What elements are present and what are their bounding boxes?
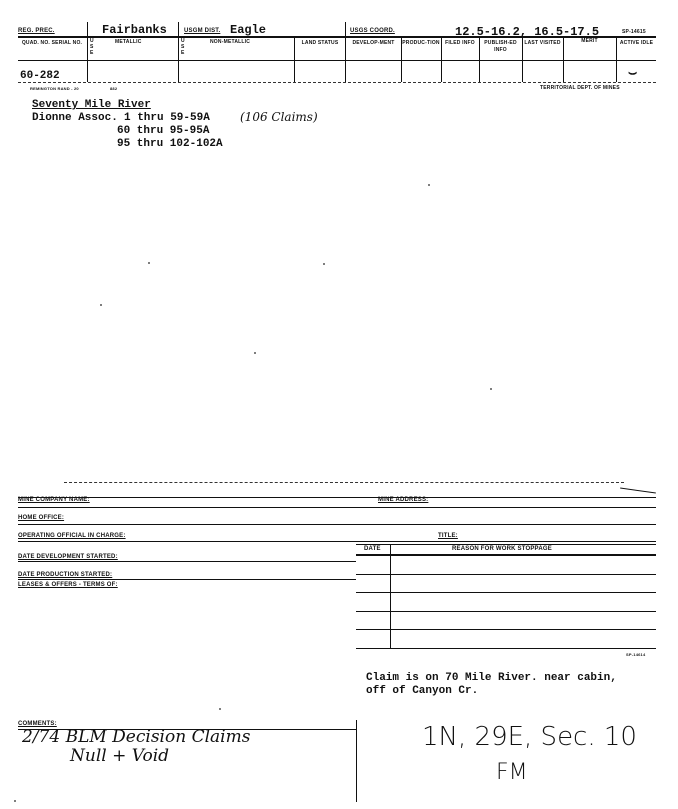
leases-offers-label: LEASES & OFFERS - TERMS OF: [18, 582, 118, 588]
col-development: DEVELOP-MENT [352, 40, 395, 46]
comments-handwritten-line-1: 2/74 BLM Decision Claims [22, 727, 251, 747]
form-number-top: SP-14615 [622, 29, 646, 35]
col-production: PRODUC-TION [402, 40, 440, 46]
claims-prefix: Dionne Assoc. [32, 112, 118, 124]
scan-speck [254, 352, 256, 354]
scan-speck [14, 800, 16, 802]
operating-official-label: OPERATING OFFICIAL IN CHARGE: [18, 533, 126, 539]
mine-company-name-label: MINE COMPANY NAME: [18, 497, 90, 503]
col-serial-no: SERIAL NO. [51, 40, 83, 46]
scan-speck [148, 262, 150, 264]
claim-line-1: 1 thru 59-59A [124, 112, 210, 124]
printer-code: 882 [110, 86, 118, 91]
usgm-dist-value: Eagle [230, 23, 267, 37]
col-active-idle: ACTIVE IDLE [619, 40, 654, 46]
property-name: Seventy Mile River [32, 99, 151, 111]
form-number-bottom: SP-14614 [626, 652, 646, 657]
col-land-status: LAND STATUS [301, 40, 339, 46]
col-use-prefix-nonmetallic: U S E [181, 38, 185, 56]
scan-speck [100, 304, 102, 306]
col-published-info: PUBLISH-ED INFO [484, 40, 517, 53]
quad-serial-value: 60-282 [20, 70, 60, 82]
location-handwritten-line-1: 1N, 29E, Sec. 10 [422, 722, 637, 752]
claim-note-line-2: off of Canyon Cr. [366, 685, 479, 697]
col-quad-no: QUAD. NO. [21, 40, 51, 46]
scan-speck [219, 708, 221, 710]
scan-speck [428, 184, 430, 186]
reg-prec-label: REG. PREC. [18, 28, 55, 34]
claim-line-3: 95 thru 102-102A [117, 138, 223, 150]
date-production-started-label: DATE PRODUCTION STARTED: [18, 572, 113, 578]
home-office-label: HOME OFFICE: [18, 515, 65, 521]
col-non-metallic: NON-METALLIC [210, 39, 251, 45]
reg-prec-value: Fairbanks [102, 23, 167, 37]
header-top-rule [18, 36, 656, 38]
comments-label: COMMENTS: [18, 721, 57, 727]
location-handwritten-line-2: FM [496, 760, 528, 785]
claim-line-2: 60 thru 95-95A [117, 125, 210, 137]
col-metallic: METALLIC [115, 39, 142, 45]
usgs-coord-label: USGS COORD. [350, 28, 395, 34]
usgs-coord-value: 12.5-16.2, 16.5-17.5 [455, 25, 600, 39]
title-label: TITLE: [438, 533, 458, 539]
header-bottom-rule [18, 82, 656, 83]
scan-speck [323, 263, 325, 265]
header-mid-rule [18, 60, 656, 61]
reason-column-label: REASON FOR WORK STOPPAGE [452, 546, 552, 552]
printer-line: REMINGTON RAND - 20 [30, 86, 79, 91]
comments-handwritten-line-2: Null + Void [70, 746, 170, 766]
claim-note-line-1: Claim is on 70 Mile River. near cabin, [366, 672, 617, 684]
col-filed-info: FILED INFO [445, 40, 475, 46]
date-development-started-label: DATE DEVELOPMENT STARTED: [18, 554, 118, 560]
col-merit: MERIT [581, 38, 598, 44]
date-column-label: DATE [364, 546, 381, 552]
claims-handwritten-note: (106 Claims) [240, 110, 318, 124]
col-last-visited: LAST VISITED [524, 40, 561, 46]
department-label: TERRITORIAL DEPT. OF MINES [540, 85, 620, 91]
scan-speck [490, 388, 492, 390]
usgm-dist-label: USGM DIST. [184, 28, 221, 34]
mine-address-label: MINE ADDRESS: [378, 497, 429, 503]
active-idle-mark: ⌣ [628, 64, 638, 80]
col-use-prefix-metallic: U S E [90, 38, 94, 56]
col-quad-serial [18, 40, 86, 47]
